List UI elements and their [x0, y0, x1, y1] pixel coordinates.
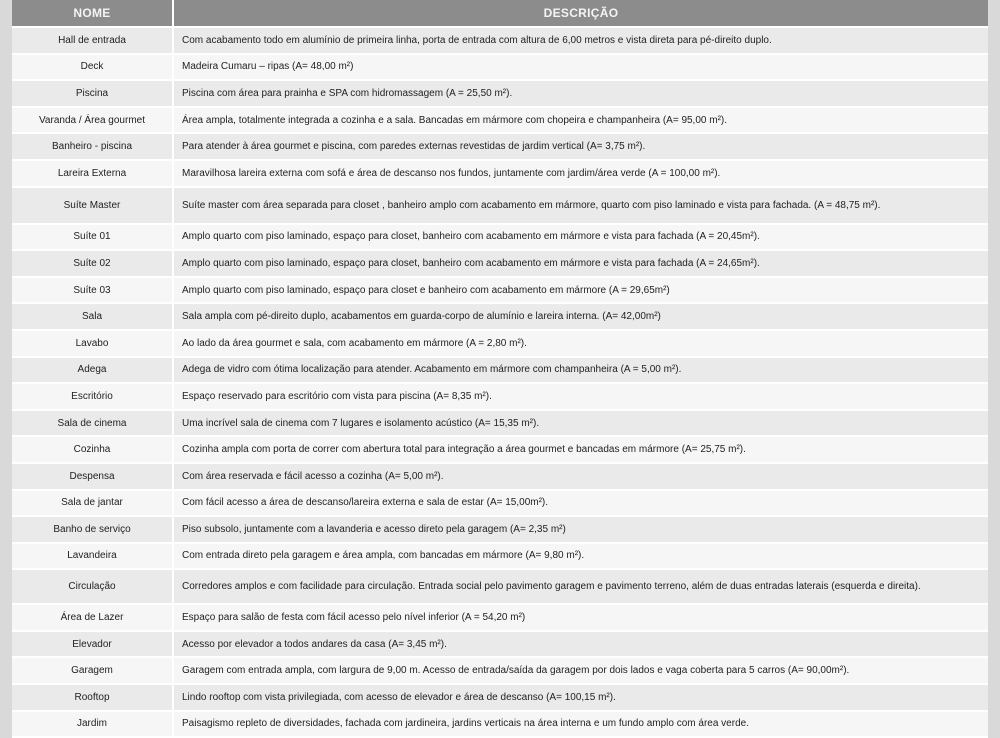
- room-description: Adega de vidro com ótima localização para atender. Acabamento em mármore com champanheira (A = 5,00 m²).: [174, 358, 988, 385]
- room-description: Espaço reservado para escritório com vista para piscina (A= 8,35 m²).: [174, 384, 988, 411]
- table-row: [12, 225, 988, 252]
- room-name: Suíte 01: [12, 225, 174, 252]
- table-row: [12, 632, 988, 659]
- room-description: Maravilhosa lareira externa com sofá e área de descanso nos fundos, juntamente com jardim/área verde (A = 100,00 m²).: [174, 161, 988, 188]
- table-row: [12, 658, 988, 685]
- table-row: [12, 437, 988, 464]
- room-name: Suíte Master: [12, 188, 174, 225]
- room-description: Amplo quarto com piso laminado, espaço para closet e banheiro com acabamento em mármore (A = 29,65m²): [174, 278, 988, 305]
- table-row: [12, 28, 988, 55]
- table-row: [12, 251, 988, 278]
- table-row: [12, 384, 988, 411]
- room-name: Circulação: [12, 570, 174, 605]
- table-row: [12, 331, 988, 358]
- table-row: [12, 517, 988, 544]
- room-name: Lareira Externa: [12, 161, 174, 188]
- table-row: [12, 544, 988, 571]
- table-row: [12, 358, 988, 385]
- room-description: Sala ampla com pé-direito duplo, acabamentos em guarda-corpo de alumínio e lareira interna. (A= 42,00m²): [174, 304, 988, 331]
- room-description: Madeira Cumaru – ripas (A= 48,00 m²): [174, 55, 988, 82]
- table-row: [12, 712, 988, 738]
- room-description: Suíte master com área separada para closet , banheiro amplo com acabamento em mármore, quarto com piso laminado e vista para fachada. (A = 48,75 m²).: [174, 188, 988, 225]
- room-name: Deck: [12, 55, 174, 82]
- room-name: Suíte 02: [12, 251, 174, 278]
- room-name: Área de Lazer: [12, 605, 174, 632]
- room-name: Banho de serviço: [12, 517, 174, 544]
- room-name: Sala de cinema: [12, 411, 174, 438]
- room-specification-table: [12, 0, 988, 738]
- room-description: Com acabamento todo em alumínio de primeira linha, porta de entrada com altura de 6,00 metros e vista direta para pé-direito duplo.: [174, 28, 988, 55]
- room-description: Com entrada direto pela garagem e área ampla, com bancadas em mármore (A= 9,80 m²).: [174, 544, 988, 571]
- table-row: [12, 134, 988, 161]
- table-row: [12, 108, 988, 135]
- room-description: Com fácil acesso a área de descanso/lareira externa e sala de estar (A= 15,00m²).: [174, 491, 988, 518]
- room-description: Piso subsolo, juntamente com a lavanderia e acesso direto pela garagem (A= 2,35 m²): [174, 517, 988, 544]
- room-description: Acesso por elevador a todos andares da casa (A= 3,45 m²).: [174, 632, 988, 659]
- room-description: Ao lado da área gourmet e sala, com acabamento em mármore (A = 2,80 m²).: [174, 331, 988, 358]
- room-description: Com área reservada e fácil acesso a cozinha (A= 5,00 m²).: [174, 464, 988, 491]
- room-name: Suíte 03: [12, 278, 174, 305]
- room-description: Paisagismo repleto de diversidades, fachada com jardineira, jardins verticais na área interna e um fundo amplo com área verde.: [174, 712, 988, 738]
- specification-sheet: [12, 0, 988, 738]
- table-row: [12, 188, 988, 225]
- table-row: [12, 304, 988, 331]
- room-description: Amplo quarto com piso laminado, espaço para closet, banheiro com acabamento em mármore e vista para fachada (A = 20,45m²).: [174, 225, 988, 252]
- table-row: [12, 605, 988, 632]
- room-name: Garagem: [12, 658, 174, 685]
- room-name: Cozinha: [12, 437, 174, 464]
- room-name: Hall de entrada: [12, 28, 174, 55]
- room-name: Varanda / Área gourmet: [12, 108, 174, 135]
- room-description: Corredores amplos e com facilidade para circulação. Entrada social pelo pavimento garagem e pavimento terreno, além de duas entradas laterais (esquerda e direita).: [174, 570, 988, 605]
- room-description: Piscina com área para prainha e SPA com hidromassagem (A = 25,50 m²).: [174, 81, 988, 108]
- table-row: [12, 55, 988, 82]
- room-name: Rooftop: [12, 685, 174, 712]
- room-description: Lindo rooftop com vista privilegiada, com acesso de elevador e área de descanso (A= 100,15 m²).: [174, 685, 988, 712]
- table-row: [12, 411, 988, 438]
- table-row: [12, 491, 988, 518]
- room-name: Lavabo: [12, 331, 174, 358]
- room-description: Uma incrível sala de cinema com 7 lugares e isolamento acústico (A= 15,35 m²).: [174, 411, 988, 438]
- room-name: Adega: [12, 358, 174, 385]
- room-name: Jardim: [12, 712, 174, 738]
- table-row: [12, 278, 988, 305]
- room-name: Despensa: [12, 464, 174, 491]
- room-description: Espaço para salão de festa com fácil acesso pelo nível inferior (A = 54,20 m²): [174, 605, 988, 632]
- room-name: Sala: [12, 304, 174, 331]
- room-name: Piscina: [12, 81, 174, 108]
- room-name: Elevador: [12, 632, 174, 659]
- room-description: Garagem com entrada ampla, com largura de 9,00 m. Acesso de entrada/saída da garagem por dois lados e vaga coberta para 5 carros (A= 90,00m²).: [174, 658, 988, 685]
- room-name: Escritório: [12, 384, 174, 411]
- room-name: Lavandeira: [12, 544, 174, 571]
- room-description: Amplo quarto com piso laminado, espaço para closet, banheiro com acabamento em mármore e vista para fachada (A = 24,65m²).: [174, 251, 988, 278]
- table-row: [12, 570, 988, 605]
- column-header-description: DESCRIÇÃO: [174, 0, 988, 28]
- table-header-row: [12, 0, 988, 28]
- table-row: [12, 161, 988, 188]
- table-row: [12, 464, 988, 491]
- room-description: Cozinha ampla com porta de correr com abertura total para integração a área gourmet e bancadas em mármore (A= 25,75 m²).: [174, 437, 988, 464]
- room-name: Sala de jantar: [12, 491, 174, 518]
- column-header-name: NOME: [12, 0, 174, 28]
- room-name: Banheiro - piscina: [12, 134, 174, 161]
- table-row: [12, 685, 988, 712]
- room-description: Para atender à área gourmet e piscina, com paredes externas revestidas de jardim vertical (A= 3,75 m²).: [174, 134, 988, 161]
- room-description: Área ampla, totalmente integrada a cozinha e a sala. Bancadas em mármore com chopeira e champanheira (A= 95,00 m²).: [174, 108, 988, 135]
- table-row: [12, 81, 988, 108]
